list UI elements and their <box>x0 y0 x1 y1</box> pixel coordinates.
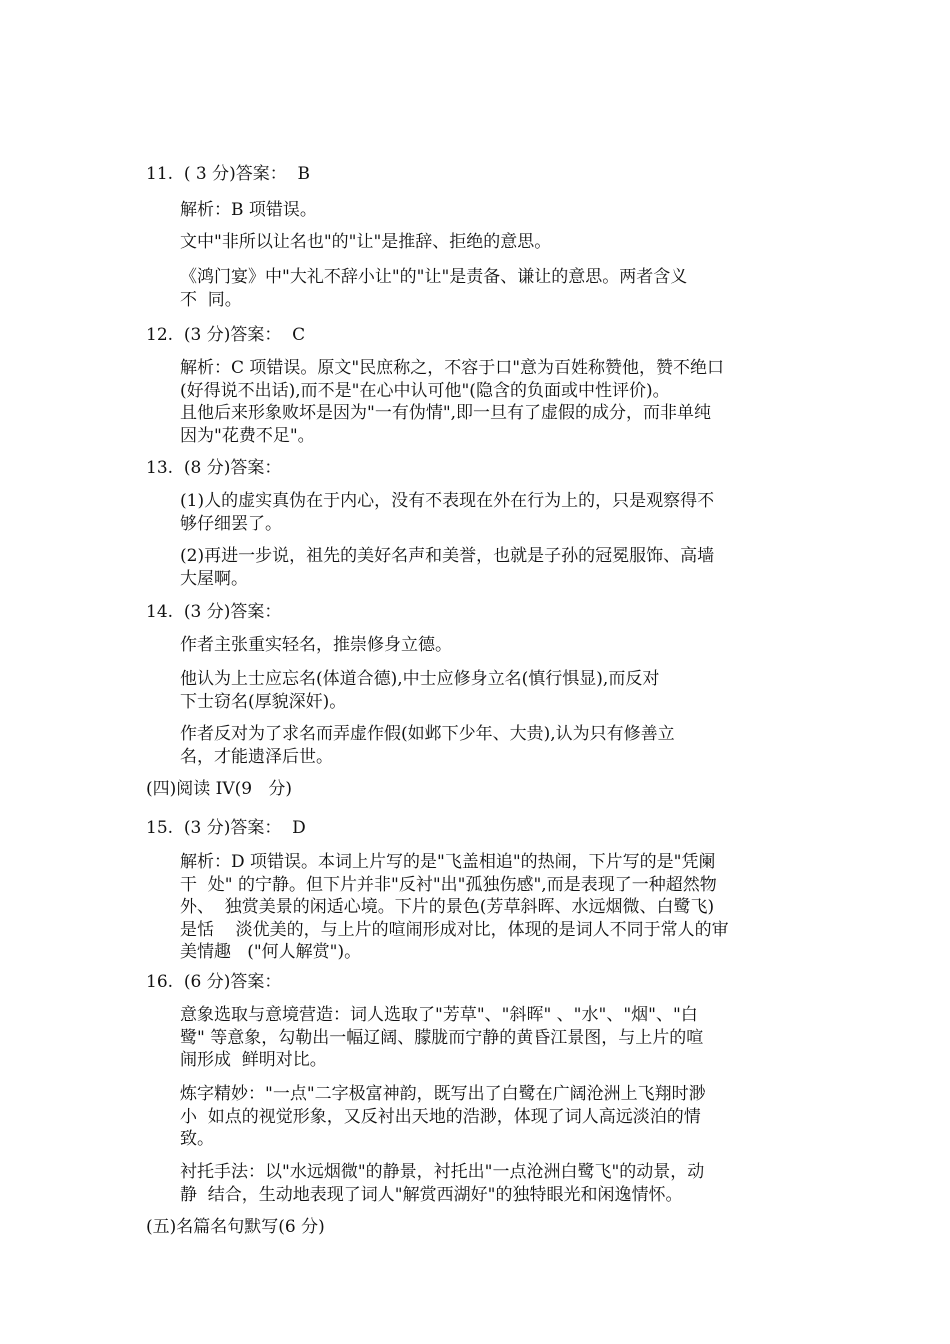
section-5-heading: (五)名篇名句默写(6 分) <box>146 1217 325 1237</box>
answer-14-para-3: 作者反对为了求名而弄虚作假(如邺下少年、大贵),认为只有修善立 名，才能遗泽后世。 <box>180 724 675 767</box>
answer-16-para-2: 炼字精妙："一点"二字极富神韵，既写出了白鹭在广阔沧洲上飞翔时渺 小 如点的视觉形象，又反衬出天地的浩渺，体现了词人高远淡泊的情 致。 <box>180 1084 706 1149</box>
question-14: 14. (3 分)答案： <box>146 602 282 622</box>
answer-14-para-1: 作者主张重实轻名，推崇修身立德。 <box>180 635 452 655</box>
answer-11-para-3: 《鸿门宴》中"大礼不辞小让"的"让"是责备、谦让的意思。两者含义 不 同。 <box>180 267 688 310</box>
question-11: 11. ( 3 分)答案： B <box>146 164 311 184</box>
answer-13-para-2: (2)再进一步说，祖先的美好名声和美誉，也就是子孙的冠冕服饰、高墙 大屋啊。 <box>180 546 715 589</box>
question-12: 12. (3 分)答案： C <box>146 325 306 345</box>
question-15: 15. (3 分)答案： D <box>146 818 306 838</box>
answer-11-para-2: 文中"非所以让名也"的"让"是推辞、拒绝的意思。 <box>180 232 552 252</box>
question-16: 16. (6 分)答案： <box>146 972 282 992</box>
answer-13-para-1: (1)人的虚实真伪在于内心，没有不表现在外在行为上的，只是观察得不 够仔细罢了。 <box>180 491 715 534</box>
section-4-heading: (四)阅读 IV(9 分) <box>146 779 292 799</box>
question-13: 13. (8 分)答案： <box>146 458 282 478</box>
answer-16-para-3: 衬托手法：以"水远烟微"的静景，衬托出"一点沧洲白鹭飞"的动景，动 静 结合，生动地表现了词人"解赏西湖好"的独特眼光和闲逸情怀。 <box>180 1162 705 1205</box>
answer-15-para-1: 解析：D 项错误。本词上片写的是"飞盖相追"的热闹，下片写的是"凭阑 干 处" 的宁静。但下片并非"反衬"出"孤独伤感",而是表现了一种超然物 外、 独赏美景的闲适心境。下片的景色(芳草斜晖、水远烟微、白鹭飞) 是恬 淡优美的，与上片的喧闹形成对比，体现的是词人不同于常人的审 美情趣 ("何人解赏")。 <box>180 852 729 962</box>
answer-16-para-1: 意象选取与意境营造：词人选取了"芳草"、"斜晖" 、"水"、"烟"、"白 鹭" 等意象，勾勒出一幅辽阔、朦胧而宁静的黄昏江景图，与上片的喧 闹形成 鲜明对比。 <box>180 1005 704 1070</box>
answer-12-para-1: 解析：C 项错误。原文"民庶称之，不容于口"意为百姓称赞他，赞不绝口 (好得说不出话),而不是"在心中认可他"(隐含的负面或中性评价)。 且他后来形象败坏是因为"一有伪情",即一旦有了虚假的成分，而非单纯 因为"花费不足"。 <box>180 358 725 446</box>
answer-14-para-2: 他认为上士应忘名(体道合德),中士应修身立名(慎行惧显),而反对 下士窃名(厚貌深奸)。 <box>180 669 660 712</box>
answer-11-para-1: 解析：B 项错误。 <box>180 200 317 220</box>
